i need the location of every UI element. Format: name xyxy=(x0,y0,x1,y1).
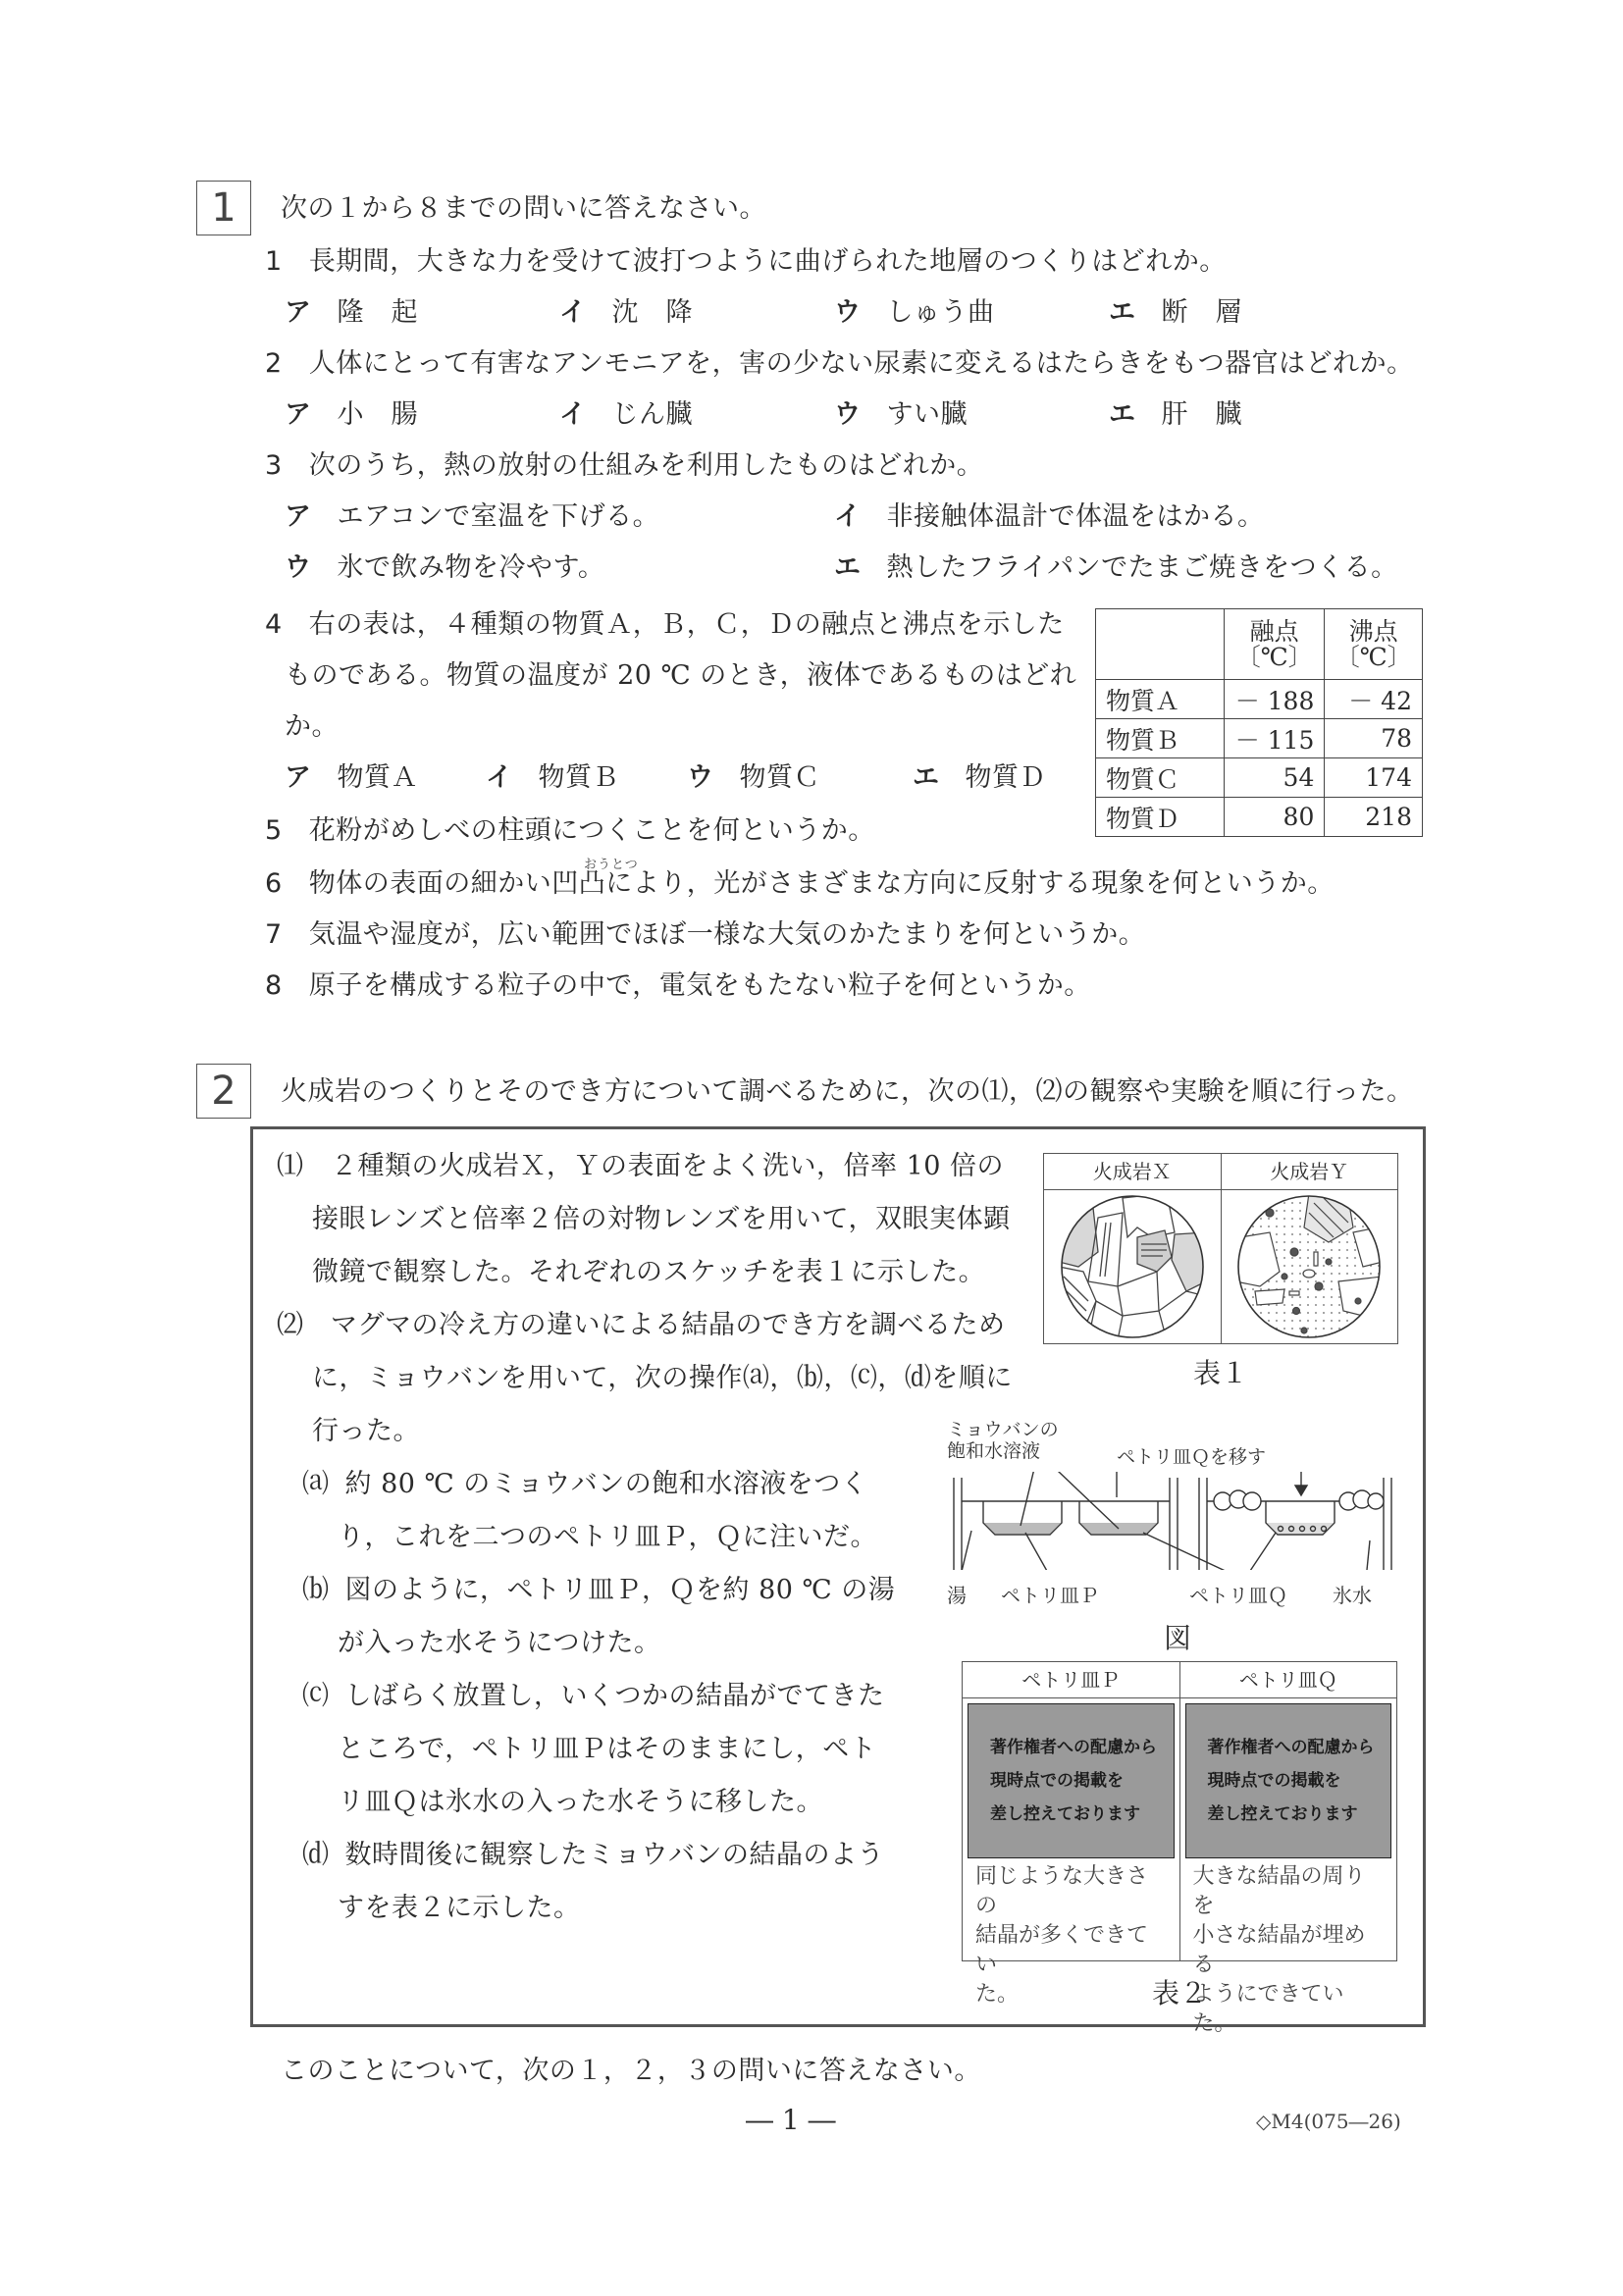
question-number: 4 xyxy=(265,609,283,640)
op-a-line-1: ⒜ 約 80 ℃ のミョウバンの飽和水溶液をつく xyxy=(302,1469,868,1499)
table-1-header-rock-x: 火成岩Ｘ xyxy=(1044,1154,1222,1189)
choice-a[interactable]: ア 小 腸 xyxy=(285,399,418,430)
choice-a[interactable]: ア 隆 起 xyxy=(285,297,418,328)
table-row: 物質Ｃ 54 174 xyxy=(1096,758,1423,798)
section-2-number: 2 xyxy=(196,1064,251,1119)
question-text: 原子を構成する粒子の中で，電気をもたない粒子を何というか。 xyxy=(308,970,1091,1001)
rock-y-sketch xyxy=(1222,1190,1398,1343)
question-4-choices xyxy=(285,761,1089,795)
question-4-line-3: か。 xyxy=(285,711,339,742)
step-2-line-2: に，ミョウバンを用いて，次の操作⒜，⒝，⒞，⒟を順に xyxy=(312,1363,1013,1393)
question-text: 長期間，大きな力を受けて波打つように曲げられた地層のつくりはどれか。 xyxy=(308,246,1227,277)
choice-i[interactable]: イ 物質Ｂ xyxy=(486,762,619,793)
dish-p-description: 同じような大きさの 結晶が多くできてい た。 xyxy=(975,1864,1149,2007)
question-1 xyxy=(265,245,1227,279)
question-8 xyxy=(265,969,1091,1003)
table-1-header-rock-y: 火成岩Ｙ xyxy=(1270,1160,1349,1183)
question-number: 1 xyxy=(265,246,283,277)
op-a-line-2: り，これを二つのペトリ皿Ｐ，Ｑに注いだ。 xyxy=(338,1522,877,1552)
question-2-choices xyxy=(285,398,1423,432)
redacted-image-q: 著作権者への配慮から 現時点での掲載を 差し控えております xyxy=(1185,1703,1392,1858)
question-5 xyxy=(265,814,875,848)
choice-a[interactable]: ア エアコンで室温を下げる。 xyxy=(285,501,660,532)
figure-label-ice-water: 氷水 xyxy=(1333,1584,1372,1607)
choice-i[interactable]: イ 沈 降 xyxy=(559,297,693,328)
question-number: 8 xyxy=(265,970,283,1001)
table-row: 物質Ａ － 188 － 42 xyxy=(1096,680,1423,719)
choice-u[interactable]: ウ すい臓 xyxy=(834,399,968,430)
section-1-number: 1 xyxy=(196,181,251,235)
table-2-header-dish-p: ペトリ皿Ｐ xyxy=(963,1662,1180,1697)
op-c-line-2: ところで，ペトリ皿Ｐはそのままにし，ペト xyxy=(338,1734,877,1764)
header-boiling-point: 沸点 〔℃〕 xyxy=(1325,609,1423,680)
choice-e[interactable]: エ 熱したフライパンでたまご焼きをつくる。 xyxy=(834,552,1398,583)
table-2-cell-dish-q xyxy=(1180,1698,1397,2036)
figure-label-move: ペトリ皿Ｑを移す xyxy=(1117,1446,1267,1468)
table-2-caption: 表２ xyxy=(1151,1977,1207,2009)
question-3-choices-row2 xyxy=(285,551,1442,585)
section-2-followup: このことについて，次の１，２，３の問いに答えなさい。 xyxy=(281,2056,981,2086)
table-1-caption: 表１ xyxy=(1192,1357,1248,1389)
figure-label-solution: ミョウバンの 飽和水溶液 xyxy=(947,1419,1059,1462)
step-1-line-2: 接眼レンズと倍率２倍の対物レンズを用いて，双眼実体顕 xyxy=(312,1204,1011,1234)
question-3 xyxy=(265,449,983,483)
question-text: 人体にとって有害なアンモニアを，害の少ない尿素に変えるはたらきをもつ器官はどれか。 xyxy=(308,348,1414,379)
step-2-line-3: 行った。 xyxy=(312,1416,420,1446)
choice-e[interactable]: エ 肝 臓 xyxy=(1109,399,1242,430)
question-number: 2 xyxy=(265,348,283,379)
question-text: 気温や湿度が，広い範囲でほぼ一様な大気のかたまりを何というか。 xyxy=(308,919,1146,950)
section-1-instruction: 次の１から８までの問いに答えなさい。 xyxy=(281,193,766,224)
op-c-line-3: リ皿Ｑは氷水の入った水そうに移した。 xyxy=(338,1787,823,1817)
table-row: 物質Ｄ 80 218 xyxy=(1096,798,1423,837)
section-2-intro: 火成岩のつくりとそのでき方について調べるために，次の⑴，⑵の観察や実験を順に行った。 xyxy=(281,1076,1414,1107)
step-1-line-1: ⑴ ２種類の火成岩Ｘ，Ｙの表面をよく洗い，倍率 10 倍の xyxy=(277,1151,1005,1181)
table-corner-cell xyxy=(1096,609,1225,680)
op-d-line-1: ⒟ 数時間後に観察したミョウバンの結晶のよう xyxy=(302,1840,884,1870)
question-7 xyxy=(265,918,1145,952)
page-number: ― 1 ― xyxy=(746,2104,836,2136)
question-number: 7 xyxy=(265,919,283,950)
choice-e[interactable]: エ 物質Ｄ xyxy=(913,762,1046,793)
op-c-line-1: ⒞ しばらく放置し，いくつかの結晶がでてきた xyxy=(302,1681,885,1711)
figure-caption: 図 xyxy=(1163,1622,1191,1654)
choice-u[interactable]: ウ 物質Ｃ xyxy=(687,762,820,793)
choice-i[interactable]: イ 非接触体温計で体温をはかる。 xyxy=(834,501,1265,532)
op-d-line-2: すを表２に示した。 xyxy=(338,1893,581,1923)
choice-u[interactable]: ウ しゅう曲 xyxy=(834,297,995,328)
choice-u[interactable]: ウ 氷で飲み物を冷やす。 xyxy=(285,552,605,583)
ruby-annotation: おうとつ xyxy=(584,858,639,872)
question-text-after: により，光がさまざまな方向に反射する現象を何というか。 xyxy=(605,868,1335,899)
question-text: 花粉がめしべの柱頭につくことを何というか。 xyxy=(308,815,875,846)
question-4 xyxy=(265,608,1065,642)
question-number: 5 xyxy=(265,815,283,846)
question-text-line-1: 右の表は，４種類の物質Ａ，Ｂ，Ｃ，Ｄの融点と沸点を示した xyxy=(308,609,1065,640)
melting-boiling-table xyxy=(1095,608,1423,837)
table-2-cell-dish-p xyxy=(963,1698,1180,2007)
table-row: 物質Ｂ － 115 78 xyxy=(1096,719,1423,758)
question-1-choices xyxy=(285,296,1423,330)
figure-label-hot-water: 湯 xyxy=(947,1584,967,1607)
table-2-header-dish-q: ペトリ皿Ｑ xyxy=(1238,1668,1337,1692)
rock-x-equigranular-icon xyxy=(1059,1193,1206,1340)
question-number: 3 xyxy=(265,450,283,481)
question-number: 6 xyxy=(265,868,283,899)
rock-y-porphyritic-icon xyxy=(1235,1193,1383,1340)
dish-q-description: 大きな結晶の周りを 小さな結晶が埋める ようにできていた。 xyxy=(1192,1864,1366,2036)
step-2-line-1: ⑵ マグマの冷え方の違いによる結晶のでき方を調べるため xyxy=(277,1310,1006,1340)
choice-e[interactable]: エ 断 層 xyxy=(1109,297,1242,328)
figure-label-dish-p: ペトリ皿Ｐ xyxy=(1001,1584,1099,1607)
step-1-line-3: 微鏡で観察した。それぞれのスケッチを表１に示した。 xyxy=(312,1257,986,1287)
choice-a[interactable]: ア 物質Ａ xyxy=(285,762,418,793)
question-text-before: 物体の表面の細かい xyxy=(308,868,552,899)
table-1 xyxy=(1043,1153,1398,1344)
question-text: 次のうち，熱の放射の仕組みを利用したものはどれか。 xyxy=(308,450,984,481)
question-6 xyxy=(265,867,1335,901)
question-2 xyxy=(265,347,1414,381)
redacted-image-p: 著作権者への配慮から 現時点での掲載を 差し控えております xyxy=(968,1703,1175,1858)
exam-code: ◇M4(075―26) xyxy=(1256,2110,1401,2133)
op-b-line-2: が入った水そうにつけた。 xyxy=(338,1628,661,1658)
ruby-base: 凹凸 xyxy=(551,868,606,899)
question-4-line-2: ものである。物質の温度が 20 ℃ のとき，液体であるものはどれ xyxy=(285,660,1077,691)
figure-label-dish-q: ペトリ皿Ｑ xyxy=(1189,1584,1287,1607)
op-b-line-1: ⒝ 図のように，ペトリ皿Ｐ，Ｑを約 80 ℃ の湯 xyxy=(302,1575,896,1605)
question-3-choices-row1 xyxy=(285,500,1442,534)
header-melting-point: 融点 〔℃〕 xyxy=(1225,609,1325,680)
rock-x-sketch xyxy=(1044,1190,1222,1343)
petri-dish-figure xyxy=(942,1472,1403,1570)
choice-i[interactable]: イ じん臓 xyxy=(559,399,693,430)
